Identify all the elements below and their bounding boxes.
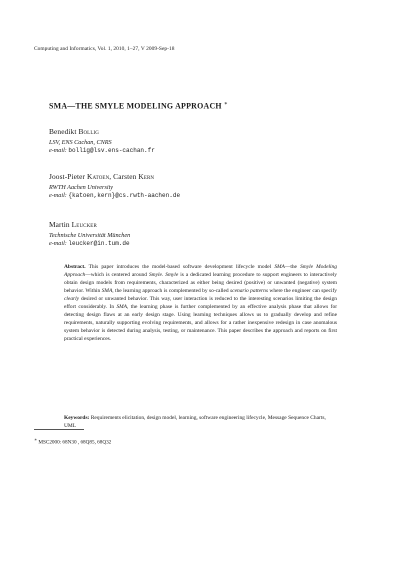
running-head: Computing and Informatics, Vol. 1, 2010, 1–27, V 2009-Sep-18 xyxy=(34,46,175,52)
title-footnote-marker: ∗ xyxy=(224,101,229,107)
author-email: e-mail: bollig@lsv.ens-cachan.fr xyxy=(49,146,155,154)
footnote-rule xyxy=(34,429,84,430)
keywords-label: Keywords: xyxy=(64,415,90,421)
author-block-bollig xyxy=(49,127,155,154)
keywords-text: Requirements elicitation, design model, learning, software engineering lifecycle, Message Sequence Charts, UML xyxy=(64,415,326,430)
author-affiliation: LSV, ENS Cachan, CNRS xyxy=(49,139,112,146)
author-email: e-mail: {katoen,kern}@cs.rwth-aachen.de xyxy=(49,191,181,199)
email-address[interactable]: bollig@lsv.ens-cachan.fr xyxy=(68,146,155,154)
author-name: Joost-Pieter Katoen, Carsten Kern xyxy=(49,172,155,181)
footnote-text: MSC2000: 68N30 , 68Q85, 68Q32 xyxy=(37,439,112,446)
author-block-katoen-kern xyxy=(49,172,180,199)
abstract: Abstract. This paper introduces the model-based software development lifecycle model SMA—the Smyle Modeling Approach—which is centered around Smyle. Smyle is a dedicated learning procedure to support engineers to interactively obtain design models from requirements, characterized as either being desired (positive) or unwanted (negative) system behavior. Within SMA, the learning approach is complemented by so-called scenario patterns where the engineer can specify clearly desired or unwanted behavior. This way, user interaction is reduced to the interesting scenarios limiting the design effort considerably. In SMA, the learning phase is further complemented by an effective analysis phase that allows for detecting design flaws at an early design stage. Using learning techniques allows us to gradually develop and refine requirements, naturally supporting evolving requirements, and allows for a rather inexpensive redesign in case anomalous system behavior is detected during analysis, testing, or maintenance. This paper describes the approach and reports on first practical experiences. xyxy=(64,264,338,343)
author-block-leucker xyxy=(49,220,130,247)
email-address[interactable]: {katoen,kern}@cs.rwth-aachen.de xyxy=(68,191,181,199)
paper-title xyxy=(49,101,228,111)
email-address[interactable]: leucker@in.tum.de xyxy=(68,239,130,247)
author-email: e-mail: leucker@in.tum.de xyxy=(49,239,130,247)
author-name: Martin Leucker xyxy=(49,220,97,229)
abstract-label: Abstract. xyxy=(64,264,86,270)
footnote-marker: ∗ xyxy=(34,437,38,442)
title-text: SMA—THE SMYLE MODELING APPROACH xyxy=(49,101,222,111)
author-affiliation: Technische Universität München xyxy=(49,232,131,239)
keywords xyxy=(64,414,337,430)
author-name: Benedikt Bollig xyxy=(49,127,99,136)
author-affiliation: RWTH Aachen University xyxy=(49,184,114,191)
footnote xyxy=(34,437,111,446)
